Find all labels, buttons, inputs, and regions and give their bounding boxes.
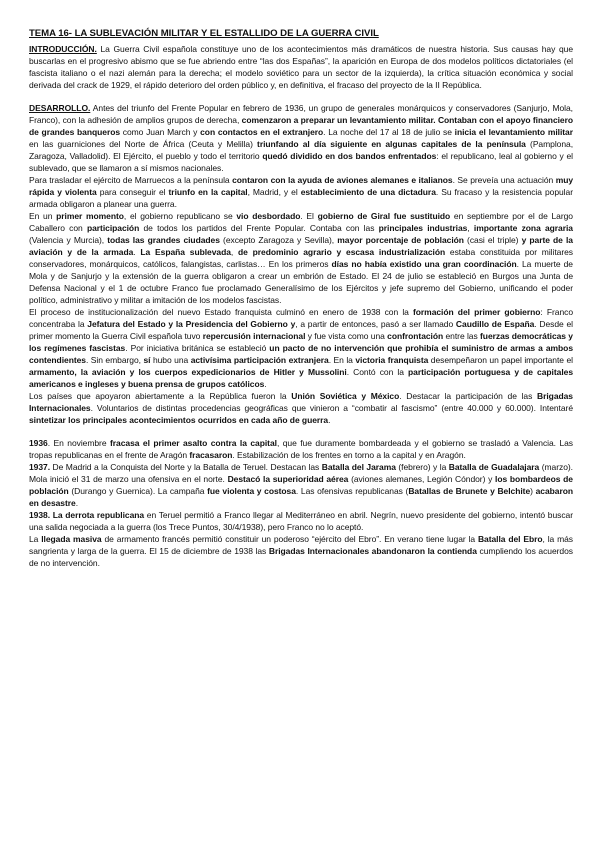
- bold-text: Batalla de Guadalajara: [448, 462, 540, 472]
- body-text: en Teruel permitió a Franco llegar al Mediterráneo en abril. Negrín, nuevo presidente del gobierno, intentó buscar una salida negociada a la guerra (los Trece Puntos, 30/4/1938), pero Franco no lo aceptó.: [29, 510, 574, 532]
- body-text: Para trasladar el ejército de Marruecos a la península: [29, 175, 233, 185]
- body-text: ): [530, 486, 536, 496]
- body-text: . Sin embargo,: [85, 355, 144, 365]
- bold-text: Batalla del Ebro: [477, 534, 543, 544]
- body-text: . Voluntarios de distintas procedencias geográficas que vinieron a “combatir al fascismo” (entre 40.000 y 60.000). Intentaré: [90, 403, 573, 413]
- body-text: de todos los partidos del Frente Popular. Contaba con las: [139, 223, 379, 233]
- bold-text: un pacto de no intervención que prohibía el suministro de armas a ambos contendientes: [29, 343, 573, 365]
- bold-text: La derrota republicana: [52, 510, 145, 520]
- bold-text: establecimiento de una dictadura: [300, 187, 436, 197]
- bold-text: DESARROLLO.: [29, 103, 91, 113]
- body-text: .: [264, 379, 267, 389]
- body-text: (marzo). Mola inició el 31 de marzo una ofensiva en el norte.: [29, 462, 573, 484]
- bold-text: principales industrias: [378, 223, 468, 233]
- bold-text: repercusión internacional: [202, 331, 306, 341]
- paragraph-desarrollo: [29, 102, 573, 174]
- body-text: desempeñaron un papel importante el: [428, 355, 573, 365]
- bold-text: comenzaron a preparar un levantamiento militar.: [241, 115, 436, 125]
- bold-text: importante zona agraria: [473, 223, 573, 233]
- bold-text: victoria franquista: [355, 355, 429, 365]
- paragraph-y1937: [29, 461, 573, 509]
- document-page: [29, 28, 573, 569]
- bold-text: La España sublevada: [140, 247, 231, 257]
- body-text: En un: [29, 211, 57, 221]
- body-text: (aviones alemanes, Legión Cóndor) y: [348, 474, 496, 484]
- body-text: (casi el triple): [463, 235, 522, 245]
- bold-text: los bombardeos de población: [29, 474, 573, 496]
- bold-text: quedó dividido en dos bandos enfrentados: [262, 151, 437, 161]
- body-text: entre las: [443, 331, 481, 341]
- bold-text: triunfando al día siguiente en algunas capitales de la península: [257, 139, 526, 149]
- bold-text: Batalla del Jarama: [321, 462, 396, 472]
- bold-text: participación: [86, 223, 140, 233]
- body-text: . Su fracaso y la resistencia popular armada obligaron a planear una guerra.: [29, 187, 573, 209]
- bold-text: acabaron en desastre: [29, 486, 573, 508]
- bold-text: Caudillo de España: [455, 319, 535, 329]
- body-text: (excepto Zaragoza y Sevilla),: [219, 235, 338, 245]
- bold-text: Contaban con el apoyo financiero de grandes banqueros: [29, 115, 574, 137]
- body-text: (Pamplona, Zaragoza, Valladolid). El Ejército, el pueblo y todo el territorio: [29, 139, 574, 161]
- body-text: (febrero) y la: [395, 462, 449, 472]
- body-text: ,: [230, 247, 239, 257]
- body-text: . Destacar la participación de las: [399, 391, 538, 401]
- bold-text: y parte de la aviación y de la armada: [29, 235, 573, 257]
- bold-text: fuerzas democráticas y los regímenes fascistas: [29, 331, 573, 353]
- paragraph-spacer: [29, 426, 573, 437]
- bold-text: Brigadas Internacionales: [29, 391, 573, 413]
- body-text: .: [133, 247, 141, 257]
- bold-text: llegada masiva: [41, 534, 102, 544]
- body-text: Antes del triunfo del Frente Popular en febrero de 1936, un grupo de generales monárquicos y conservadores (Sanjurjo, Mola, Franco), con la adhesión de amplios grupos de derecha,: [29, 103, 573, 125]
- body-text: de armamento francés permitió constituir un poderoso “ejército del Ebro”. En verano tiene lugar la: [101, 534, 478, 544]
- body-text: , Madrid, y el: [247, 187, 301, 197]
- paragraph-llegada: [29, 533, 573, 569]
- document-body: [29, 43, 573, 569]
- body-text: . Contó con la: [346, 367, 409, 377]
- bold-text: todas las grandes ciudades: [107, 235, 220, 245]
- body-text: hubo una: [150, 355, 191, 365]
- bold-text: fracasa el primer asalto contra la capital: [110, 438, 277, 448]
- body-text: , que fue duramente bombardeada y el gobierno se trasladó a Valencia. Las tropas republicanas en el frente de Aragón: [29, 438, 574, 460]
- body-text: en septiembre por el de Largo Caballero con: [29, 211, 573, 233]
- body-text: y fue vista como una: [305, 331, 388, 341]
- bold-text: 1936: [29, 438, 48, 448]
- body-text: Los países que apoyaron abiertamente a la República fueron la: [29, 391, 292, 401]
- body-text: , la más sangrienta y larga de la guerra. El 15 de diciembre de 1938 las: [29, 534, 574, 556]
- body-text: .: [75, 498, 79, 508]
- bold-text: participación portuguesa y de capitales americanos e ingleses y buena prensa de grupos católicos: [29, 367, 573, 389]
- body-text: , a partir de entonces, pasó a ser llamado: [295, 319, 456, 329]
- body-text: . La muerte de Mola y de Sanjurjo y la extensión de la guerra obligaron a crear un embrión de Estado. El 24 de julio se estableció en Burgos una Junta de Defensa Nacional y el 1 de octubre Franco fue proclamado Generalísimo de los Ejércitos y jefe supremo del Gobierno, unificando el poder político, administrativo y militar a imitación de los modelos fascistas.: [29, 259, 573, 305]
- body-text: para conseguir el: [96, 187, 169, 197]
- body-text: . Las ofensivas republicanas (: [295, 486, 409, 496]
- paragraph-primer-momento: [29, 210, 573, 306]
- body-text: ,: [467, 223, 474, 233]
- bold-text: formación del primer gobierno: [413, 307, 541, 317]
- paragraph-marruecos: [29, 174, 573, 210]
- paragraph-spacer: [29, 91, 573, 102]
- bold-text: triunfo en la capital: [168, 187, 248, 197]
- paragraph-y1936: [29, 437, 573, 461]
- bold-text: Unión Soviética y México: [291, 391, 400, 401]
- bold-text: mayor porcentaje de población: [337, 235, 464, 245]
- body-text: . En noviembre: [47, 438, 110, 448]
- bold-text: vio desbordado: [236, 211, 301, 221]
- body-text: cumpliendo los acuerdos de no intervención.: [29, 546, 573, 568]
- body-text: (Durango y Guernica). La campaña: [68, 486, 208, 496]
- body-text: . La noche del 17 al 18 de julio se: [323, 127, 455, 137]
- bold-text: armamento, la aviación y los cuerpos expedicionarios de Hitler y Mussolini: [29, 367, 347, 377]
- bold-text: con contactos en el extranjero: [200, 127, 324, 137]
- paragraph-intro: [29, 43, 573, 91]
- bold-text: fue violenta y costosa: [207, 486, 296, 496]
- bold-text: primer momento: [56, 211, 124, 221]
- bold-text: de predominio agrario y escasa industrialización: [238, 247, 446, 257]
- bold-text: INTRODUCCIÓN.: [29, 44, 97, 54]
- body-text: . Estabilización de los frentes en torno a la capital y en Aragón.: [232, 450, 466, 460]
- body-text: . En la: [328, 355, 356, 365]
- bold-text: sintetizar los principales acontecimientos ocurridos en cada año de guerra: [29, 415, 329, 425]
- bold-text: Jefatura del Estado y la Presidencia del Gobierno y: [87, 319, 296, 329]
- body-text: .: [328, 415, 331, 425]
- body-text: . El: [300, 211, 318, 221]
- body-text: . Por iniciativa británica se estableció: [125, 343, 270, 353]
- bold-text: inicia el levantamiento militar: [454, 127, 573, 137]
- paragraph-paises: [29, 390, 573, 426]
- bold-text: 1938.: [29, 510, 51, 520]
- body-text: en las guarniciones del Norte de África (Ceuta y Melilla): [29, 139, 258, 149]
- body-text: (Valencia y Murcia),: [29, 235, 108, 245]
- body-text: . Desde el primer momento la Guerra Civil española tuvo: [29, 319, 574, 341]
- body-text: El proceso de institucionalización del nuevo Estado franquista culminó en enero de 1938 con la: [29, 307, 413, 317]
- body-text: como Juan March y: [120, 127, 201, 137]
- bold-text: gobierno de Giral fue sustituido: [317, 211, 451, 221]
- body-text: La: [29, 534, 42, 544]
- bold-text: Destacó la superioridad aérea: [227, 474, 349, 484]
- bold-text: Brigadas Internacionales abandonaron la contienda: [268, 546, 477, 556]
- body-text: , el gobierno republicano se: [123, 211, 237, 221]
- bold-text: confrontación: [387, 331, 444, 341]
- bold-text: muy rápida y violenta: [29, 175, 574, 197]
- body-text: estaba constituida por militares conservadores, monárquicos, católicos, falangistas, carlistas… En los primeros: [29, 247, 573, 269]
- body-text: : el republicano, leal al gobierno y el sublevado, que se llamaron a sí mismos nacionales.: [29, 151, 573, 173]
- body-text: La Guerra Civil española constituye uno de los acontecimientos más dramáticos de nuestra historia. Sus causas hay que buscarlas en el progresivo abismo que se fue abriendo entre “las dos Españas”, la aparición en Europa de dos modelos políticos dictatoriales (el fascista italiano o el nazi alemán para la derecha; el modelo soviético para un sector de la izquierda), la crítica situación económica y social derivada del crack de 1929, el rápido deterioro del orden público y, en definitiva, el fracaso del proyecto de la II República.: [29, 44, 573, 90]
- bold-text: activísima participación extranjera: [190, 355, 329, 365]
- bold-text: días no había existido una gran coordinación: [331, 259, 517, 269]
- bold-text: sí: [143, 355, 151, 365]
- body-text: De Madrid a la Conquista del Norte y la Batalla de Teruel. Destacan las: [50, 462, 322, 472]
- body-text: . Se preveía una actuación: [452, 175, 556, 185]
- paragraph-y1938: [29, 509, 573, 533]
- bold-text: fracasaron: [189, 450, 233, 460]
- body-text: : Franco concentraba la: [29, 307, 574, 329]
- bold-text: contaron con la ayuda de aviones alemanes e italianos: [232, 175, 453, 185]
- bold-text: 1937.: [29, 462, 51, 472]
- document-title: TEMA 16- LA SUBLEVACIÓN MILITAR Y EL ESTALLIDO DE LA GUERRA CIVIL: [29, 28, 379, 39]
- bold-text: Batallas de Brunete y Belchite: [408, 486, 531, 496]
- paragraph-institucionalizacion: [29, 306, 573, 390]
